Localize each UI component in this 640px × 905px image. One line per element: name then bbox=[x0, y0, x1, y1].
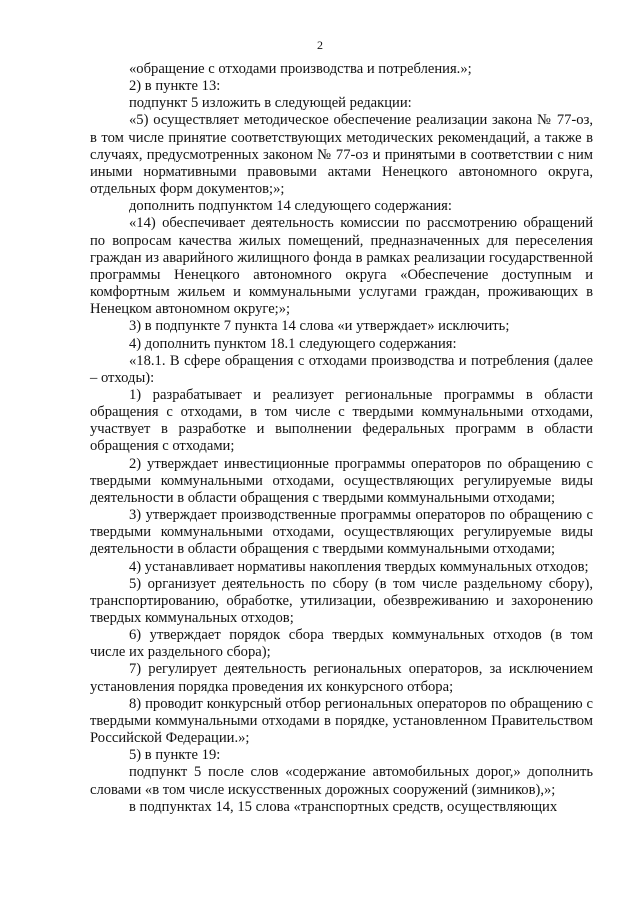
paragraph: 4) дополнить пунктом 18.1 следующего содержания: bbox=[129, 335, 457, 352]
document-body bbox=[90, 61, 593, 816]
paragraph: «обращение с отходами производства и потребления.»; bbox=[129, 61, 472, 77]
paragraph: подпункт 5 изложить в следующей редакции: bbox=[129, 95, 412, 112]
page-number: 2 bbox=[317, 38, 323, 52]
paragraph: 6) утверждает порядок сбора твердых коммунальных отходов (в том числе их раздельного сбора); bbox=[90, 627, 593, 661]
paragraph: 2) в пункте 13: bbox=[129, 78, 221, 95]
paragraph: 2) утверждает инвестиционные программы операторов по обращению с твердыми коммунальными отходами, осуществляющих регулируемые виды деятельности в области обращения с твердыми коммунальными отходами; bbox=[90, 455, 593, 506]
paragraph: «5) осуществляет методическое обеспечение реализации закона № 77-оз, в том числе принятие соответствующих методических рекомендаций, а также в случаях, предусмотренных законом № 77-оз и принятыми в соответствии с ним иными нормативными правовыми актами Ненецкого автономного округа, отдельных форм документов;»; bbox=[90, 112, 593, 198]
paragraph: 5) в пункте 19: bbox=[129, 747, 221, 764]
paragraph: «14) обеспечивает деятельность комиссии по рассмотрению обращений по вопросам качества жилых помещений, предназначенных для переселения граждан из аварийного жилищного фонда в рамках реализации государственной программы Ненецкого автономного округа «Обеспечение доступным и комфортным жильем и коммунальными услугами граждан, проживающих в Ненецком автономном округе;»; bbox=[90, 215, 593, 318]
paragraph: «18.1. В сфере обращения с отходами производства и потребления (далее – отходы): bbox=[90, 352, 593, 386]
paragraph: 5) организует деятельность по сбору (в том числе раздельному сбору), транспортированию, обработке, утилизации, обезвреживанию и захоронению твердых коммунальных отходов; bbox=[90, 575, 593, 626]
paragraph: 3) в подпункте 7 пункта 14 слова «и утверждает» исключить; bbox=[129, 318, 510, 335]
paragraph: подпункт 5 после слов «содержание автомобильных дорог,» дополнить словами «в том числе искусственных дорожных сооружений (зимников),»; bbox=[90, 764, 593, 798]
paragraph: 7) регулирует деятельность региональных операторов, за исключением установления порядка проведения их конкурсного отбора; bbox=[90, 661, 593, 695]
paragraph: дополнить подпунктом 14 следующего содержания: bbox=[129, 198, 452, 215]
paragraph: 8) проводит конкурсный отбор региональных операторов по обращению с твердыми коммунальными отходами в порядке, установленном Правительством Российской Федерации.»; bbox=[90, 695, 593, 747]
paragraph: 3) утверждает производственные программы операторов по обращению с твердыми коммунальными отходами, осуществляющих регулируемые виды деятельности в области обращения с твердыми коммунальными отходами; bbox=[90, 507, 593, 558]
paragraph: 4) устанавливает нормативы накопления твердых коммунальных отходов; bbox=[129, 558, 589, 575]
paragraph: в подпунктах 14, 15 слова «транспортных средств, осуществляющих bbox=[129, 798, 558, 815]
paragraph: 1) разрабатывает и реализует региональные программы в области обращения с отходами, в том числе с твердыми коммунальными отходами, участвует в разработке и выполнении федеральных программ в области обращения с отходами; bbox=[90, 386, 593, 455]
